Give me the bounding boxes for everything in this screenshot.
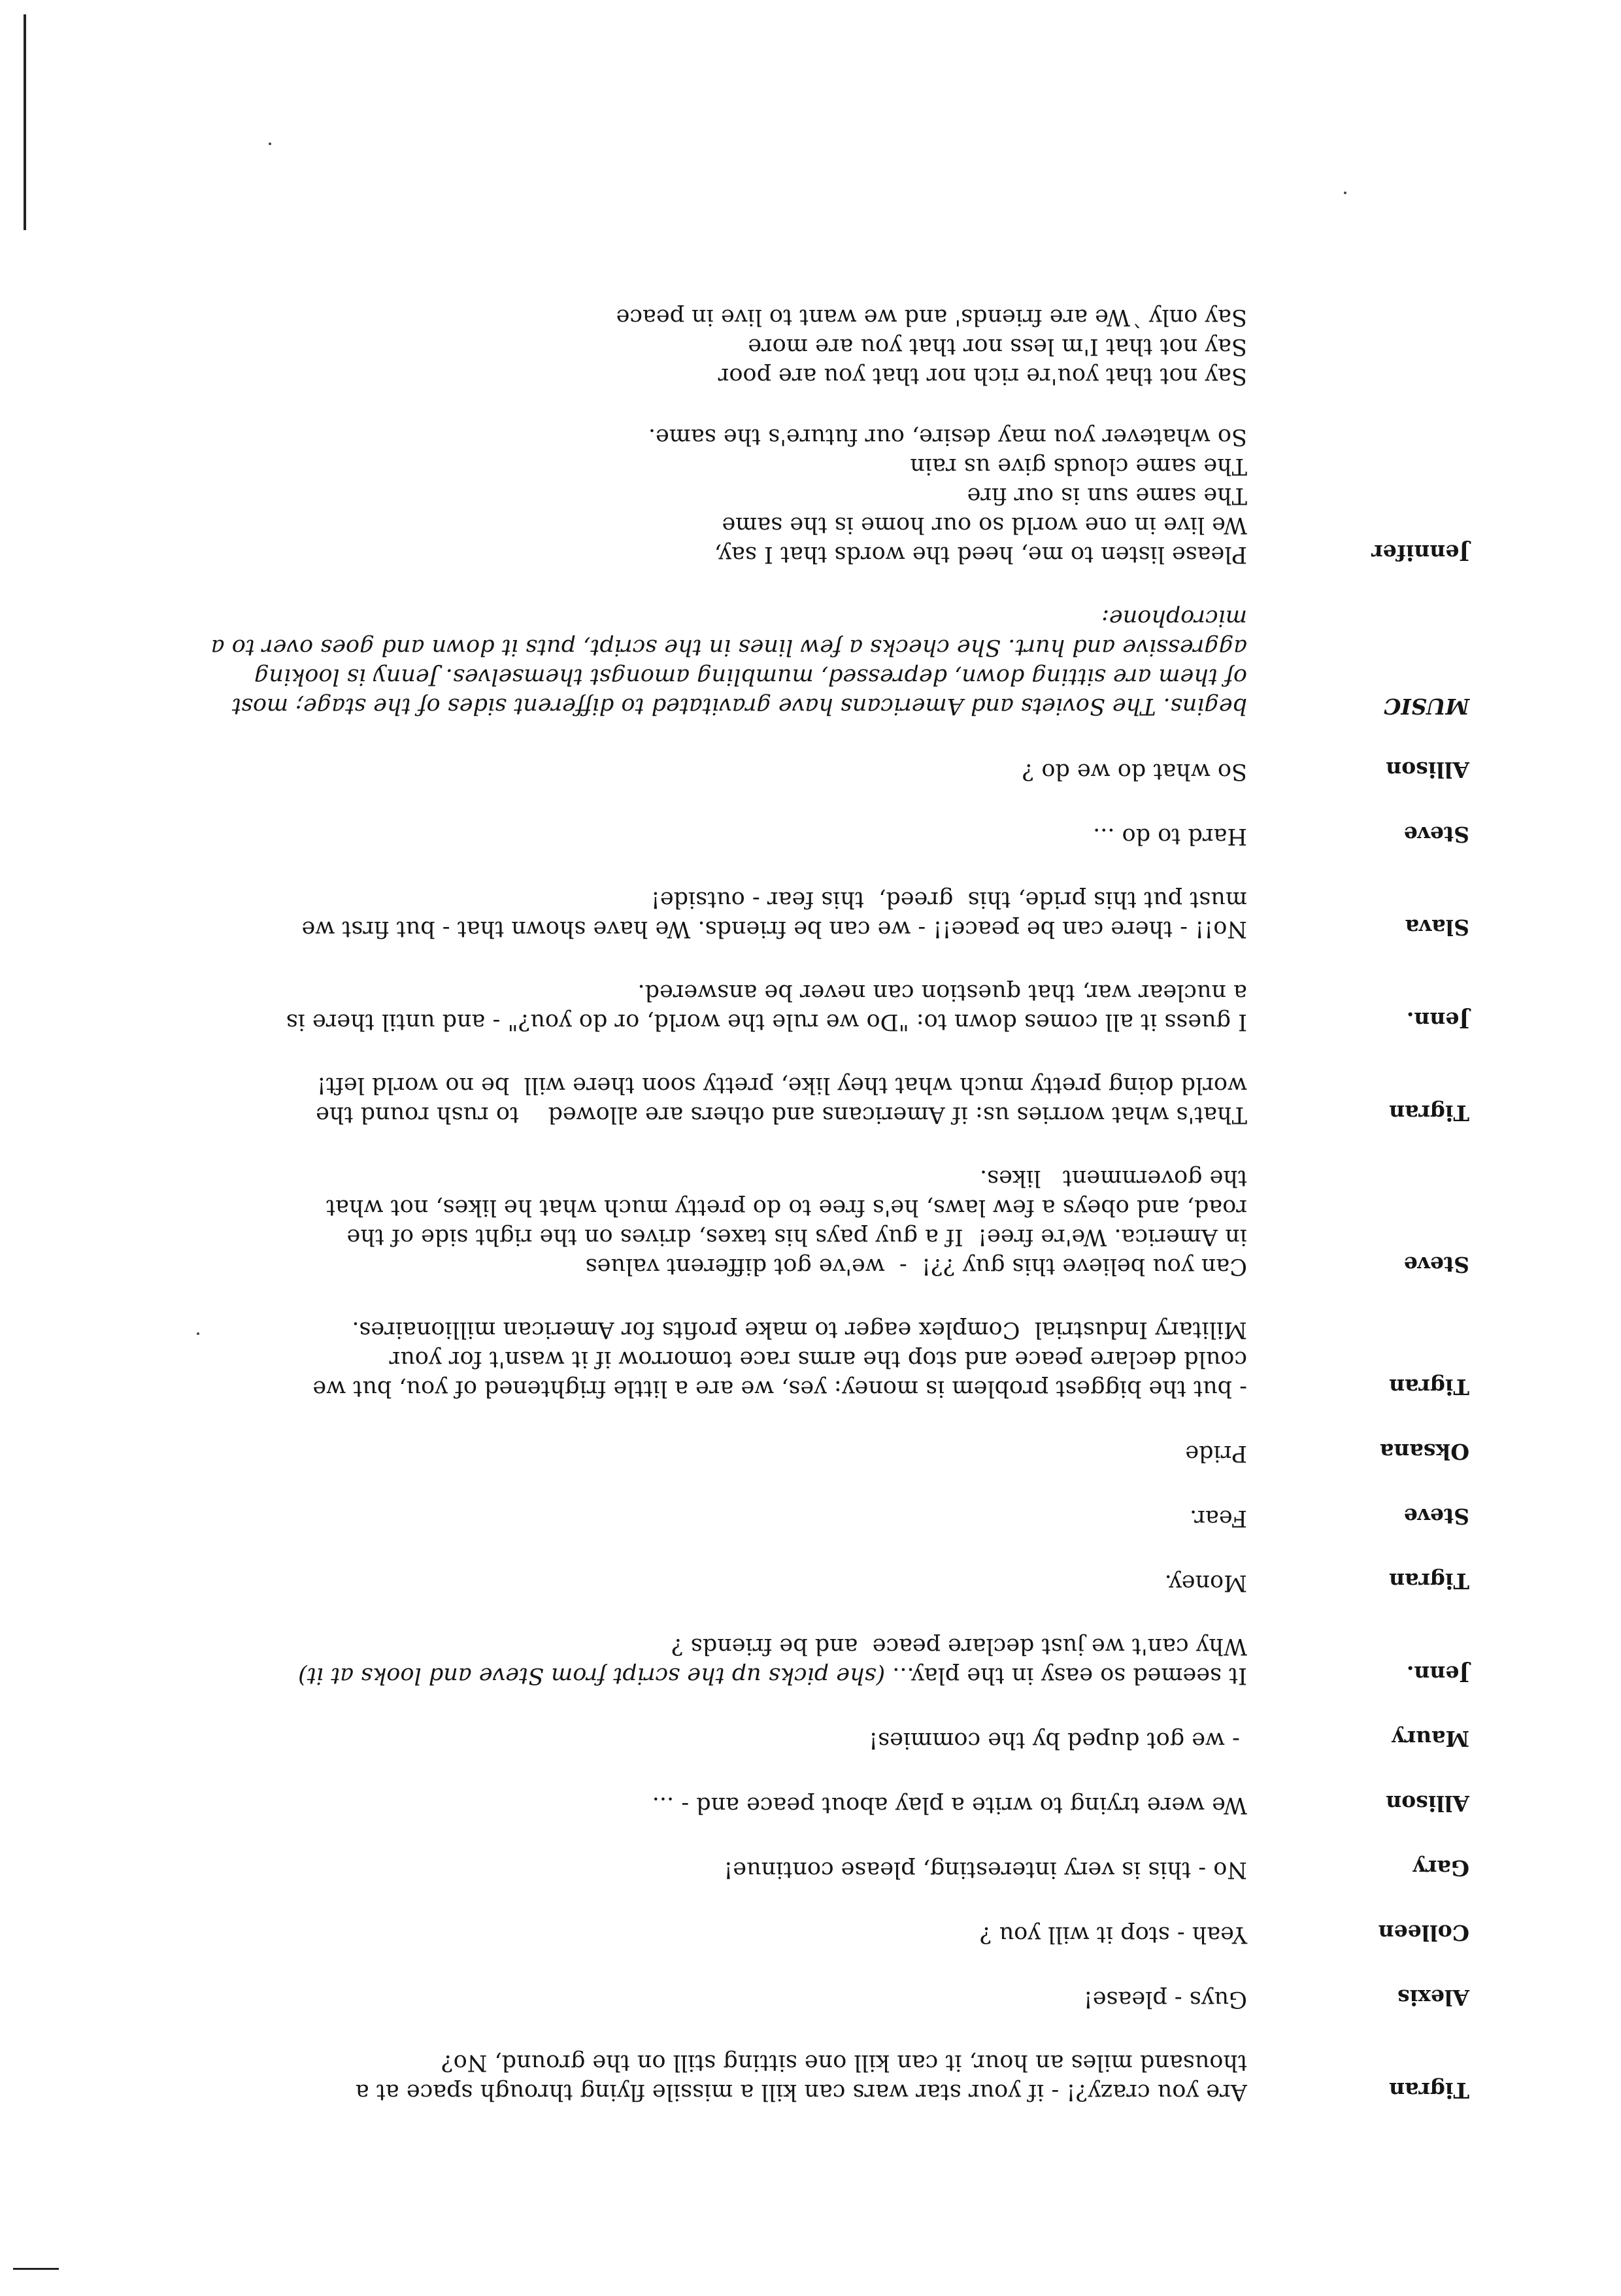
- speaker-name: Maury: [1392, 1726, 1469, 1751]
- dialogue-lines: [136, 1984, 1247, 2014]
- dialogue-text: thousand miles an hour, it can kill one sitting still on the ground, No?: [441, 2050, 1247, 2076]
- lyric-line: Say not that I'm less nor that you are more: [748, 333, 1247, 360]
- dialogue-lines: [136, 821, 1247, 851]
- dialogue-line: [136, 1503, 1247, 1532]
- scan-edge-line: [24, 14, 26, 230]
- dialogue-line: [136, 1374, 1247, 1403]
- dialogue-line: [136, 1919, 1247, 1949]
- play-script: [136, 302, 1469, 2106]
- dialogue-line: [136, 1192, 1247, 1222]
- dialogue-line: [136, 1661, 1247, 1690]
- dialogue-line: [136, 1100, 1247, 1129]
- dialogue-text: - we got duped by the commies!: [869, 1727, 1247, 1753]
- dialogue-line: [136, 2077, 1247, 2106]
- lyric-line: So whatever you may desire, our future's the same.: [648, 424, 1247, 450]
- dialogue-lines: [136, 756, 1247, 786]
- dialogue-line: [136, 1568, 1247, 1597]
- stage-direction-line: aggressive and hurt. She checks a few lines in the script, puts it down and goes over to a: [210, 634, 1247, 660]
- dialogue-line: [136, 1855, 1247, 1884]
- dialogue-text: world doing pretty much what they like, pretty soon there will be no world left!: [316, 1072, 1247, 1098]
- lyric-line: Please listen to me, heed the words that I say,: [714, 541, 1247, 567]
- dialogue-text: Can you believe this guy ??! - we've got different values: [585, 1253, 1247, 1279]
- dialogue-lines: [136, 1163, 1247, 1281]
- dialogue-entry: [136, 1163, 1469, 1281]
- dialogue-line: [136, 1070, 1247, 1100]
- dialogue-line: [136, 1315, 1247, 1344]
- dialogue-text: Guys - please!: [1083, 1986, 1247, 2012]
- dialogue-text: Military Industrial Complex eager to make profits for American millionaires.: [352, 1317, 1247, 1343]
- speaker-name: Allison: [1386, 757, 1469, 783]
- music-cue: MUSIC: [1384, 694, 1469, 719]
- dialogue-entry: [136, 1315, 1469, 1403]
- dialogue-entry: [136, 1983, 1469, 2014]
- dialogue-entry: [136, 820, 1469, 851]
- dialogue-line: [136, 756, 1247, 786]
- dialogue-line: [136, 2048, 1247, 2077]
- dialogue-entry: [136, 885, 1469, 943]
- dialogue-entry: [136, 1631, 1469, 1690]
- dialogue-lines: [136, 1438, 1247, 1468]
- speaker-name: Tigran: [1389, 2078, 1469, 2103]
- dialogue-text: Fear.: [1190, 1505, 1247, 1531]
- dialogue-line: [136, 1344, 1247, 1374]
- dialogue-entry: [136, 2048, 1469, 2106]
- stage-direction-line: microphone:: [1101, 605, 1247, 631]
- dialogue-line: [136, 977, 1247, 1007]
- dialogue-text: Money.: [1164, 1570, 1247, 1596]
- dialogue-text: Hard to do ...: [1093, 823, 1247, 849]
- dialogue-lines: [136, 1315, 1247, 1403]
- speaker-name: Tigran: [1389, 1100, 1469, 1126]
- song-stanza: [136, 422, 1247, 569]
- dialogue-line: [136, 1725, 1247, 1755]
- speaker-name: Steve: [1403, 1504, 1469, 1529]
- dialogue-line: [136, 1438, 1247, 1468]
- dialogue-line: [136, 1222, 1247, 1251]
- lyric-line: The same clouds give us rain: [910, 453, 1247, 479]
- dialogue-entry: [136, 977, 1469, 1036]
- lyric-line: We live in one world so our home is the same: [722, 512, 1247, 538]
- dialogue-text: So what do we do ?: [1022, 758, 1247, 785]
- lyric-line: The same sun is our fire: [967, 482, 1247, 509]
- dialogue-entry: [136, 1918, 1469, 1949]
- dialogue-lines: [136, 1790, 1247, 1819]
- speaker-name: Allison: [1386, 1791, 1469, 1816]
- song-stanza: [136, 302, 1247, 390]
- dialogue-entry: [136, 1724, 1469, 1755]
- stage-direction-text: begins. The Soviets and Americans have gravitated to different sides of the stage; most: [231, 693, 1247, 719]
- dialogue-text: Yeah - stop it will you ?: [979, 1921, 1247, 1948]
- dialogue-line: [136, 821, 1247, 851]
- speaker-name: Colleen: [1378, 1920, 1469, 1946]
- dialogue-text: the government likes.: [980, 1165, 1247, 1191]
- dialogue-lines: [136, 2048, 1247, 2106]
- speaker-name: Tigran: [1389, 1568, 1469, 1594]
- dialogue-entry: [136, 1437, 1469, 1468]
- scan-edge-line: [13, 2268, 59, 2270]
- scan-speck: [197, 1332, 199, 1335]
- speaker-name: Jenn.: [1406, 1007, 1469, 1033]
- dialogue-text: - but the biggest problem is money: yes, we are a little frightened of you, but we: [312, 1376, 1247, 1402]
- dialogue-entry: [136, 1853, 1469, 1884]
- lyric-line: Say not that you're rich nor that you are poor: [718, 363, 1247, 389]
- dialogue-line: [136, 1251, 1247, 1281]
- dialogue-line: [136, 1631, 1247, 1661]
- stage-direction-block: [136, 603, 1469, 721]
- scan-speck: [269, 143, 271, 145]
- dialogue-entry: [136, 1070, 1469, 1129]
- speaker-name: Gary: [1412, 1855, 1469, 1881]
- dialogue-line: [136, 1790, 1247, 1819]
- stage-direction: (she picks up the script from Steve and looks at it): [298, 1663, 886, 1689]
- lyric-line: Say only `We are friends' and we want to live in peace: [616, 304, 1247, 330]
- dialogue-line: [136, 1007, 1247, 1036]
- speaker-name: Oksana: [1380, 1439, 1469, 1464]
- dialogue-text: road, and obeys a few laws, he's free to do pretty much what he likes, not what: [326, 1194, 1247, 1221]
- speaker-name: Tigran: [1389, 1374, 1469, 1400]
- dialogue-line: [136, 1163, 1247, 1192]
- dialogue-lines: [136, 977, 1247, 1036]
- dialogue-entry: [136, 1566, 1469, 1597]
- song-entry: [136, 302, 1469, 569]
- dialogue-line: [136, 914, 1247, 943]
- stage-direction-line: of them are sitting down, depressed, mumbling amongst themselves. Jenny is looking: [254, 664, 1247, 690]
- dialogue-text: Why can't we just declare peace and be friends ?: [671, 1633, 1247, 1659]
- dialogue-text: must put this pride, this greed, this fear - outside!: [650, 886, 1247, 913]
- dialogue-entry: [136, 1502, 1469, 1532]
- dialogue-line: [136, 885, 1247, 914]
- dialogue-text: We were trying to write a play about peace and - ...: [652, 1792, 1247, 1818]
- dialogue-lines: [136, 1503, 1247, 1532]
- dialogue-text: could declare peace and stop the arms race tomorrow if it wasn't for your: [389, 1346, 1247, 1372]
- speaker-name: Steve: [1403, 1252, 1469, 1277]
- scan-speck: [1344, 192, 1346, 194]
- dialogue-text: No!! - there can be peace!! - we can be friends. We have shown that - but first we: [301, 916, 1247, 942]
- dialogue-lines: [136, 1725, 1247, 1755]
- speaker-name: Jennifer: [1371, 540, 1469, 566]
- dialogue-entry: [136, 1789, 1469, 1819]
- dialogue-lines: [136, 1070, 1247, 1129]
- dialogue-line: [136, 1984, 1247, 2014]
- speaker-name: Jenn.: [1406, 1661, 1469, 1687]
- dialogue-lines: [136, 885, 1247, 943]
- song-lyrics: [136, 302, 1247, 569]
- speaker-name: Alexis: [1397, 1985, 1469, 2010]
- dialogue-text: a nuclear war, that question can never be answered.: [637, 979, 1247, 1005]
- dialogue-lines: [136, 1568, 1247, 1597]
- dialogue-text: I guess it all comes down to: "Do we rule the world, or do you?" - and until there is: [286, 1009, 1247, 1035]
- dialogue-text: It seemed so easy in the play...: [885, 1663, 1247, 1689]
- dialogue-text: Are you crazy?! - if your star wars can kill a missile flying through space at a: [355, 2079, 1247, 2105]
- dialogue-lines: [136, 1919, 1247, 1949]
- dialogue-text: That's what worries us: if Americans and others are allowed to rush round the: [316, 1102, 1247, 1128]
- dialogue-text: in America. We're free! If a guy pays his taxes, drives on the right side of the: [346, 1224, 1247, 1250]
- dialogue-lines: [136, 1855, 1247, 1884]
- dialogue-entry: [136, 755, 1469, 786]
- dialogue-text: Pride: [1185, 1440, 1247, 1466]
- stage-direction-line: [136, 691, 1469, 721]
- dialogue-text: No - this is very interesting, please continue!: [724, 1857, 1247, 1883]
- dialogue-lines: [136, 1631, 1247, 1690]
- speaker-name: Steve: [1403, 822, 1469, 847]
- speaker-name: Slava: [1405, 915, 1469, 940]
